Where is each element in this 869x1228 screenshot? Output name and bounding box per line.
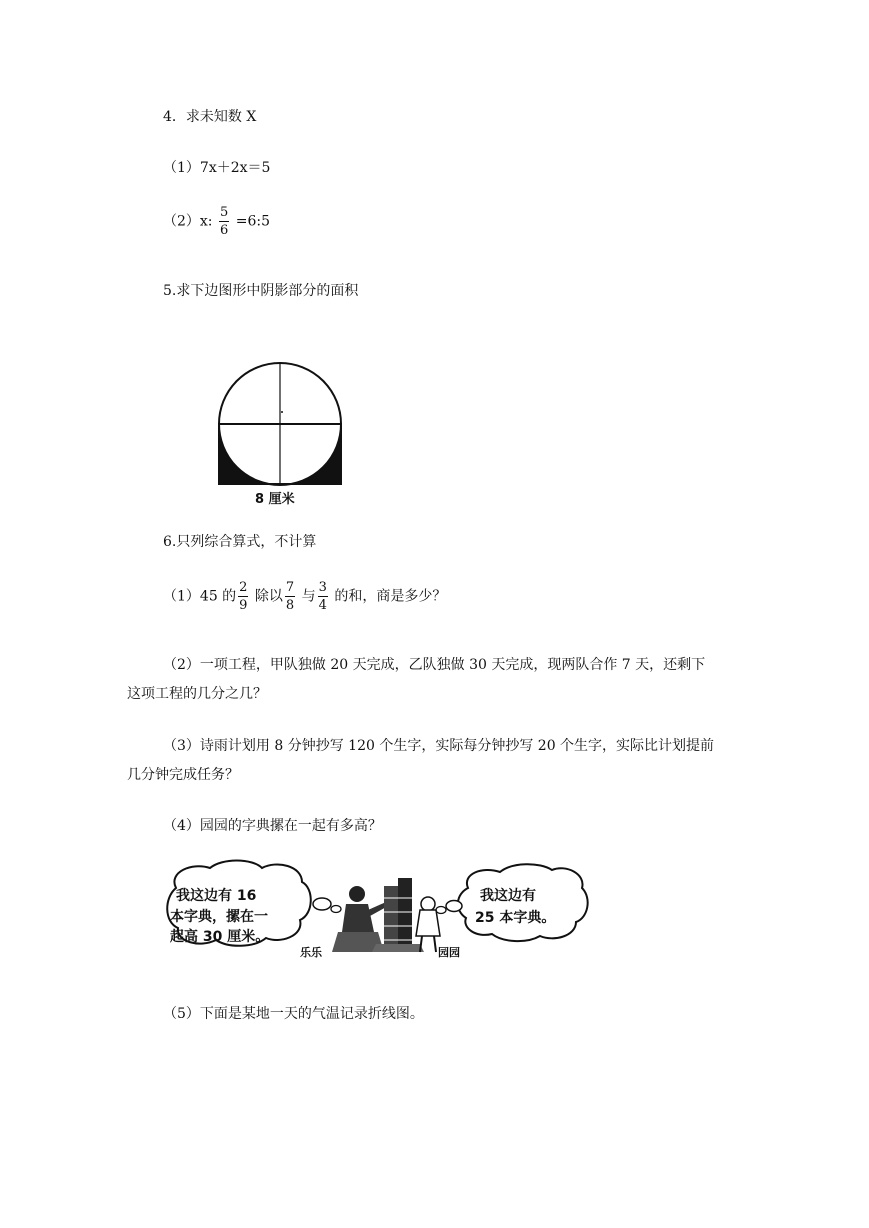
bubble-tail xyxy=(446,901,462,912)
left-bubble-line2: 本字典，摞在一 xyxy=(170,909,268,925)
fraction-denominator: 4 xyxy=(318,598,327,613)
fraction-5-6 xyxy=(219,206,229,237)
q6-part3-line1: （3）诗雨计划用 8 分钟抄写 120 个生字，实际每分钟抄写 20 个生字，实际比计划提前 xyxy=(163,738,715,754)
left-child-figure xyxy=(332,886,388,952)
q4-part2-suffix: =6:5 xyxy=(235,213,270,230)
right-bubble-line2: 25 本字典。 xyxy=(475,910,556,926)
right-child-name: 园园 xyxy=(438,946,460,959)
bubble-tail xyxy=(331,906,341,913)
q4-part2 xyxy=(163,206,270,237)
fraction-2-9 xyxy=(238,581,248,612)
right-bubble-line1: 我这边有 xyxy=(480,888,536,904)
fraction-numerator: 2 xyxy=(239,580,248,595)
figure-label: 8 厘米 xyxy=(255,492,295,507)
fraction-numerator: 7 xyxy=(285,580,295,595)
left-bubble-line1: 我这边有 16 xyxy=(176,888,257,904)
fraction-numerator: 3 xyxy=(318,580,327,595)
fraction-denominator: 6 xyxy=(219,223,229,238)
bubble-tail xyxy=(436,907,446,914)
center-dot xyxy=(281,411,283,413)
q6-part1 xyxy=(163,581,446,612)
left-bubble-line3: 起高 30 厘米。 xyxy=(170,929,270,945)
dictionary-cartoon xyxy=(162,858,592,963)
q6-heading: 6.只列综合算式，不计算 xyxy=(163,534,317,550)
q6-part1-text-b: 除以 xyxy=(254,588,283,605)
circle-square-figure xyxy=(215,360,345,510)
fraction-3-4 xyxy=(318,581,328,612)
bubble-tail xyxy=(313,898,331,910)
q4-part1: （1）7x＋2x＝5 xyxy=(163,160,271,176)
right-child-figure xyxy=(416,897,440,952)
fraction-denominator: 8 xyxy=(285,598,295,613)
q6-part1-text-c: 与 xyxy=(301,588,316,605)
q4-part2-prefix: （2）x: xyxy=(163,213,213,230)
q6-part5: （5）下面是某地一天的气温记录折线图。 xyxy=(163,1006,424,1022)
q6-part2-line1: （2）一项工程，甲队独做 20 天完成，乙队独做 30 天完成，现两队合作 7 天，还剩下 xyxy=(163,657,706,673)
q6-part1-text-a: （1）45 的 xyxy=(163,588,237,605)
fraction-denominator: 9 xyxy=(239,598,248,613)
q6-part1-text-d: 的和，商是多少？ xyxy=(334,588,447,605)
q6-part4: （4）园园的字典摞在一起有多高？ xyxy=(163,818,382,834)
q6-part2-line2: 这项工程的几分之几？ xyxy=(127,686,267,702)
left-child-name: 乐乐 xyxy=(300,946,322,959)
fraction-numerator: 5 xyxy=(219,205,229,220)
q6-part3-line2: 几分钟完成任务？ xyxy=(127,767,239,783)
q4-heading: 4．求未知数 X xyxy=(163,109,257,125)
q5-heading: 5.求下边图形中阴影部分的面积 xyxy=(163,283,359,299)
fraction-7-8 xyxy=(285,581,295,612)
